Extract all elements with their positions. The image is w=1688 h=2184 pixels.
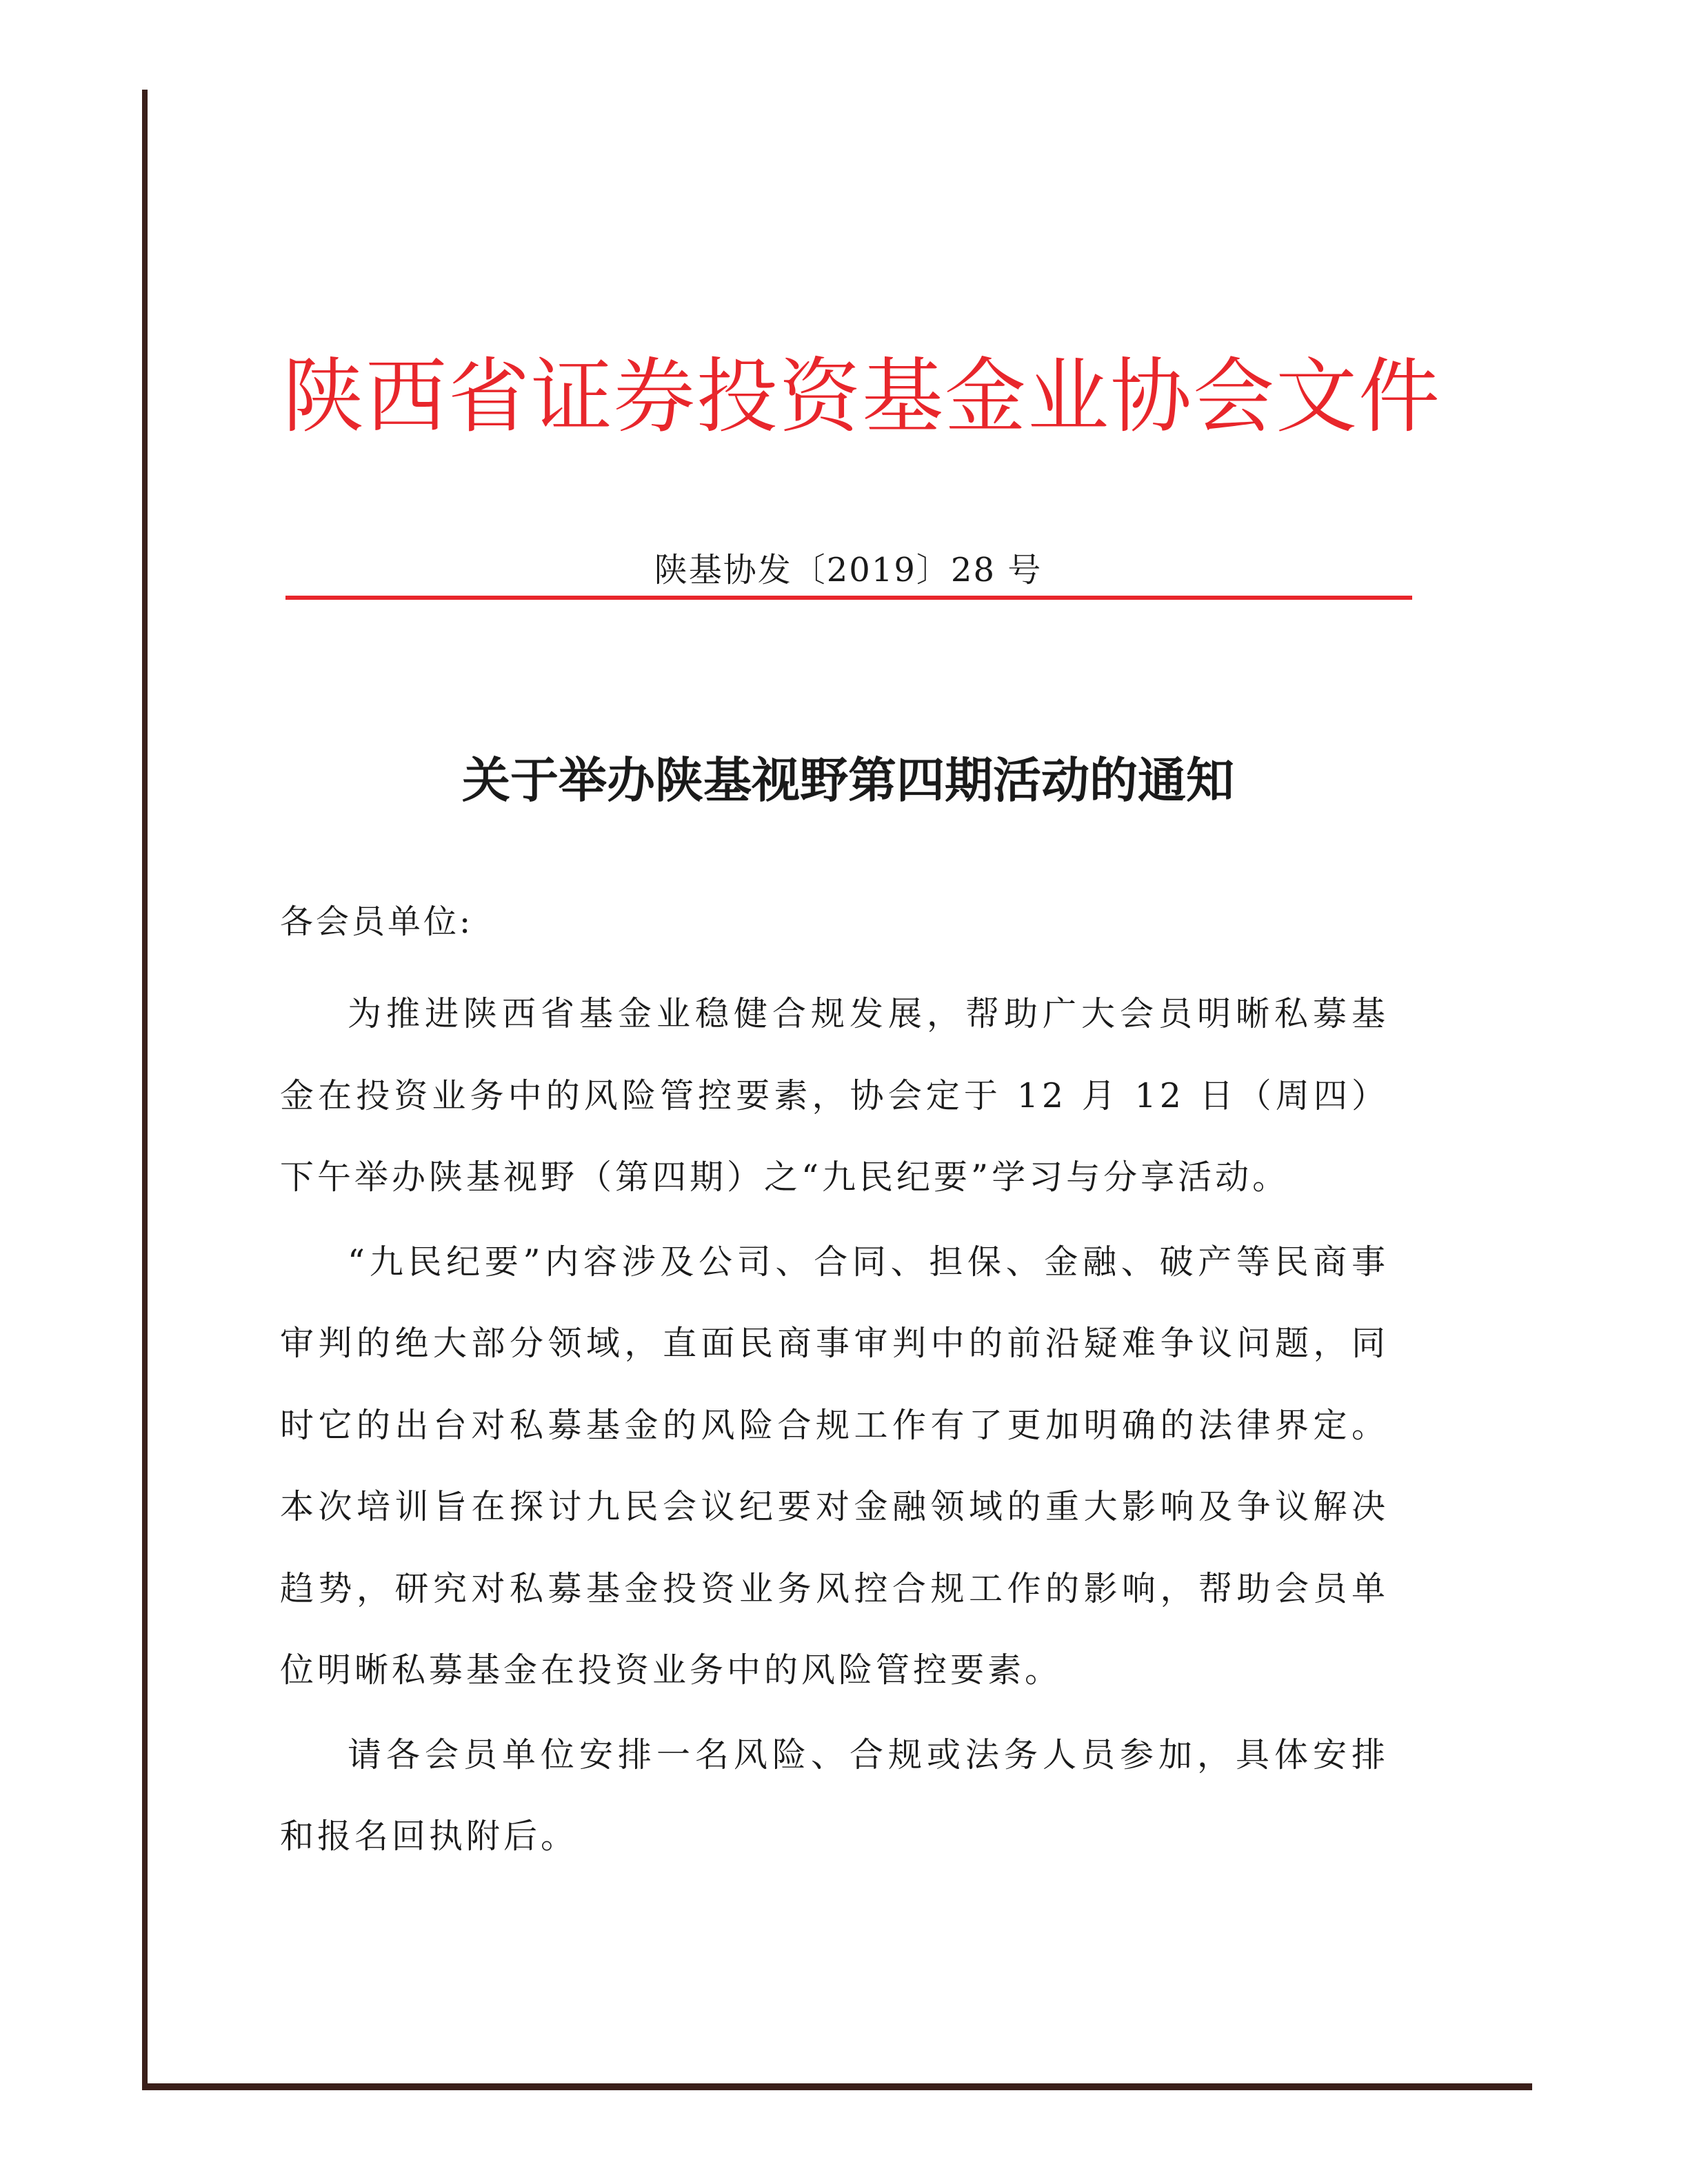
notice-title: 关于举办陕基视野第四期活动的通知 xyxy=(462,751,1234,809)
body-paragraph-3: 请各会员单位安排一名风险、合规或法务人员参加，具体安排和报名回执附后。 xyxy=(280,1735,1389,1856)
body-paragraph-2: “九民纪要”内容涉及公司、合同、担保、金融、破产等民商事审判的绝大部分领域，直面民商事审判中的前沿疑难争议问题，同时它的出台对私募基金的风险合规工作有了更加明确的法律界定。本次培训旨在探讨九民会议纪要对金融领域的重大影响及争议解决趋势，研究对私募基金投资业务风控合规工作的影响，帮助会员单位明晰私募基金在投资业务中的风险管控要素。 xyxy=(280,1242,1389,1690)
scan-edge-bottom xyxy=(142,2083,1532,2090)
document-number: 陕基协发〔2019〕28 号 xyxy=(654,551,1043,589)
notice-body xyxy=(280,973,1389,1881)
body-paragraph-1: 为推进陕西省基金业稳健合规发展，帮助广大会员明晰私募基金在投资业务中的风险管控要素，协会定于 12 月 12 日（周四）下午举办陕基视野（第四期）之“九民纪要”学习与分享活动。 xyxy=(280,994,1389,1197)
masthead-title: 陕西省证券投资基金业协会文件 xyxy=(283,349,1442,444)
salutation: 各会员单位: xyxy=(280,902,474,941)
red-divider-line xyxy=(285,596,1412,600)
scan-edge-left xyxy=(142,90,148,2089)
